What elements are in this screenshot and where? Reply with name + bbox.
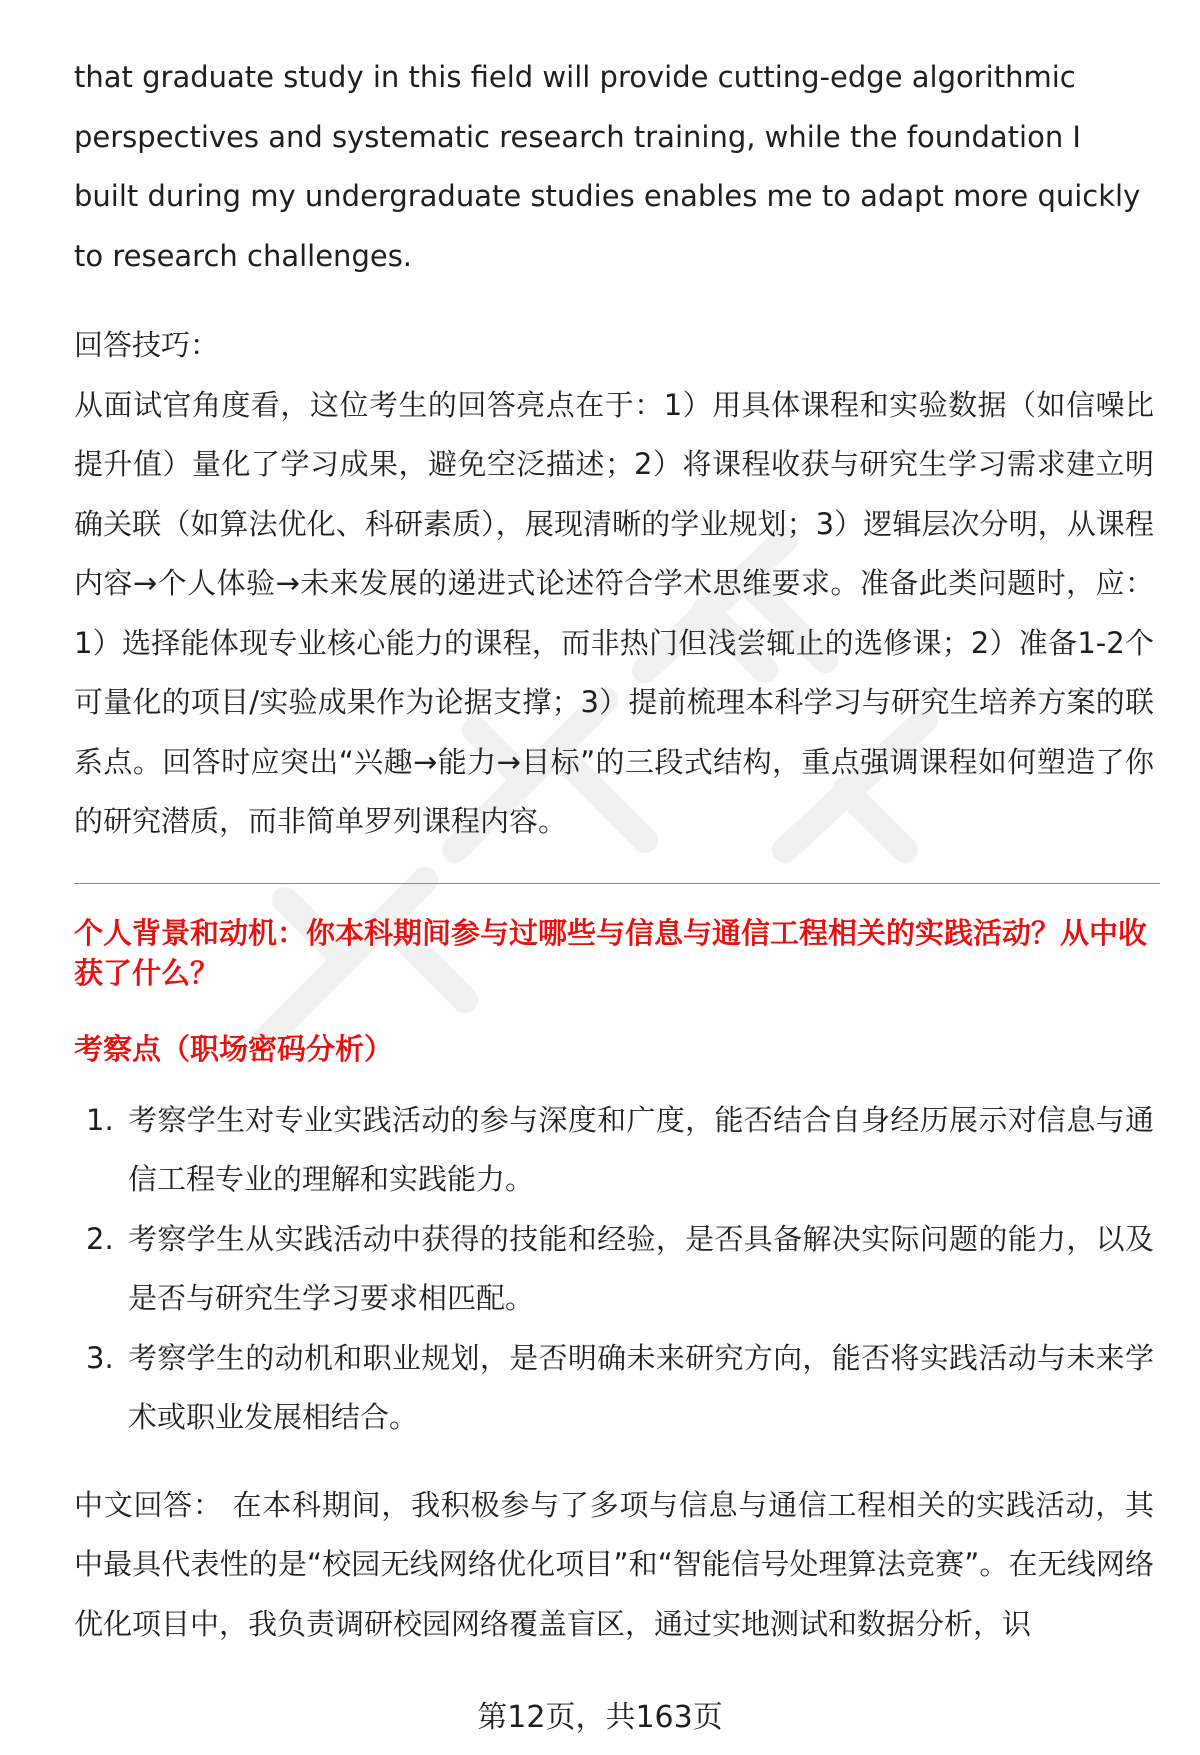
list-item-text: 考察学生从实践活动中获得的技能和经验，是否具备解决实际问题的能力，以及是否与研究生学习要求相匹配。 [128,1221,1154,1315]
section-divider [74,883,1160,884]
tips-label: 回答技巧： [74,328,220,362]
page-number: 第12页，共163页 [477,1700,723,1735]
analysis-list [74,1091,1154,1448]
chinese-answer: 中文回答： 在本科期间，我积极参与了多项与信息与通信工程相关的实践活动，其中最具代表性的是“校园无线网络优化项目”和“智能信号处理算法竞赛”。在无线网络优化项目中，我负责调研校园网络覆盖盲区，通过实地测试和数据分析，识 [74,1487,1154,1641]
list-item [74,1329,1154,1448]
list-item-number: 3. [86,1340,114,1375]
list-item [74,1210,1154,1329]
list-item-number: 1. [86,1102,114,1137]
list-item-text: 考察学生的动机和职业规划，是否明确未来研究方向，能否将实践活动与未来学术或职业发展相结合。 [128,1340,1154,1434]
tips-body: 从面试官角度看，这位考生的回答亮点在于：1）用具体课程和实验数据（如信噪比提升值）量化了学习成果，避免空泛描述；2）将课程收获与研究生学习需求建立明确关联（如算法优化、科研素质），展现清晰的学业规划；3）逻辑层次分明，从课程内容→个人体验→未来发展的递进式论述符合学术思维要求。准备此类问题时，应：1）选择能体现专业核心能力的课程，而非热门但浅尝辄止的选修课；2）准备1-2个可量化的项目/实验成果作为论据支撑；3）提前梳理本科学习与研究生培养方案的联系点。回答时应突出“兴趣→能力→目标”的三段式结构，重点强调课程如何塑造了你的研究潜质，而非简单罗列课程内容。 [74,387,1154,838]
list-item-text: 考察学生对专业实践活动的参与深度和广度，能否结合自身经历展示对信息与通信工程专业的理解和实践能力。 [128,1102,1154,1196]
list-item [74,1091,1154,1210]
document-page [74,48,1154,1654]
intro-paragraph: that graduate study in this field will provide cutting-edge algorithmic perspectives and systematic research training, while the foundation I built during my undergraduate studies enables me to adapt more quickly to research challenges. [74,60,1141,273]
list-item-number: 2. [86,1221,114,1256]
question-title: 个人背景和动机：你本科期间参与过哪些与信息与通信工程相关的实践活动？从中收获了什么？ [74,915,1148,990]
analysis-heading: 考察点（职场密码分析） [74,1031,394,1066]
